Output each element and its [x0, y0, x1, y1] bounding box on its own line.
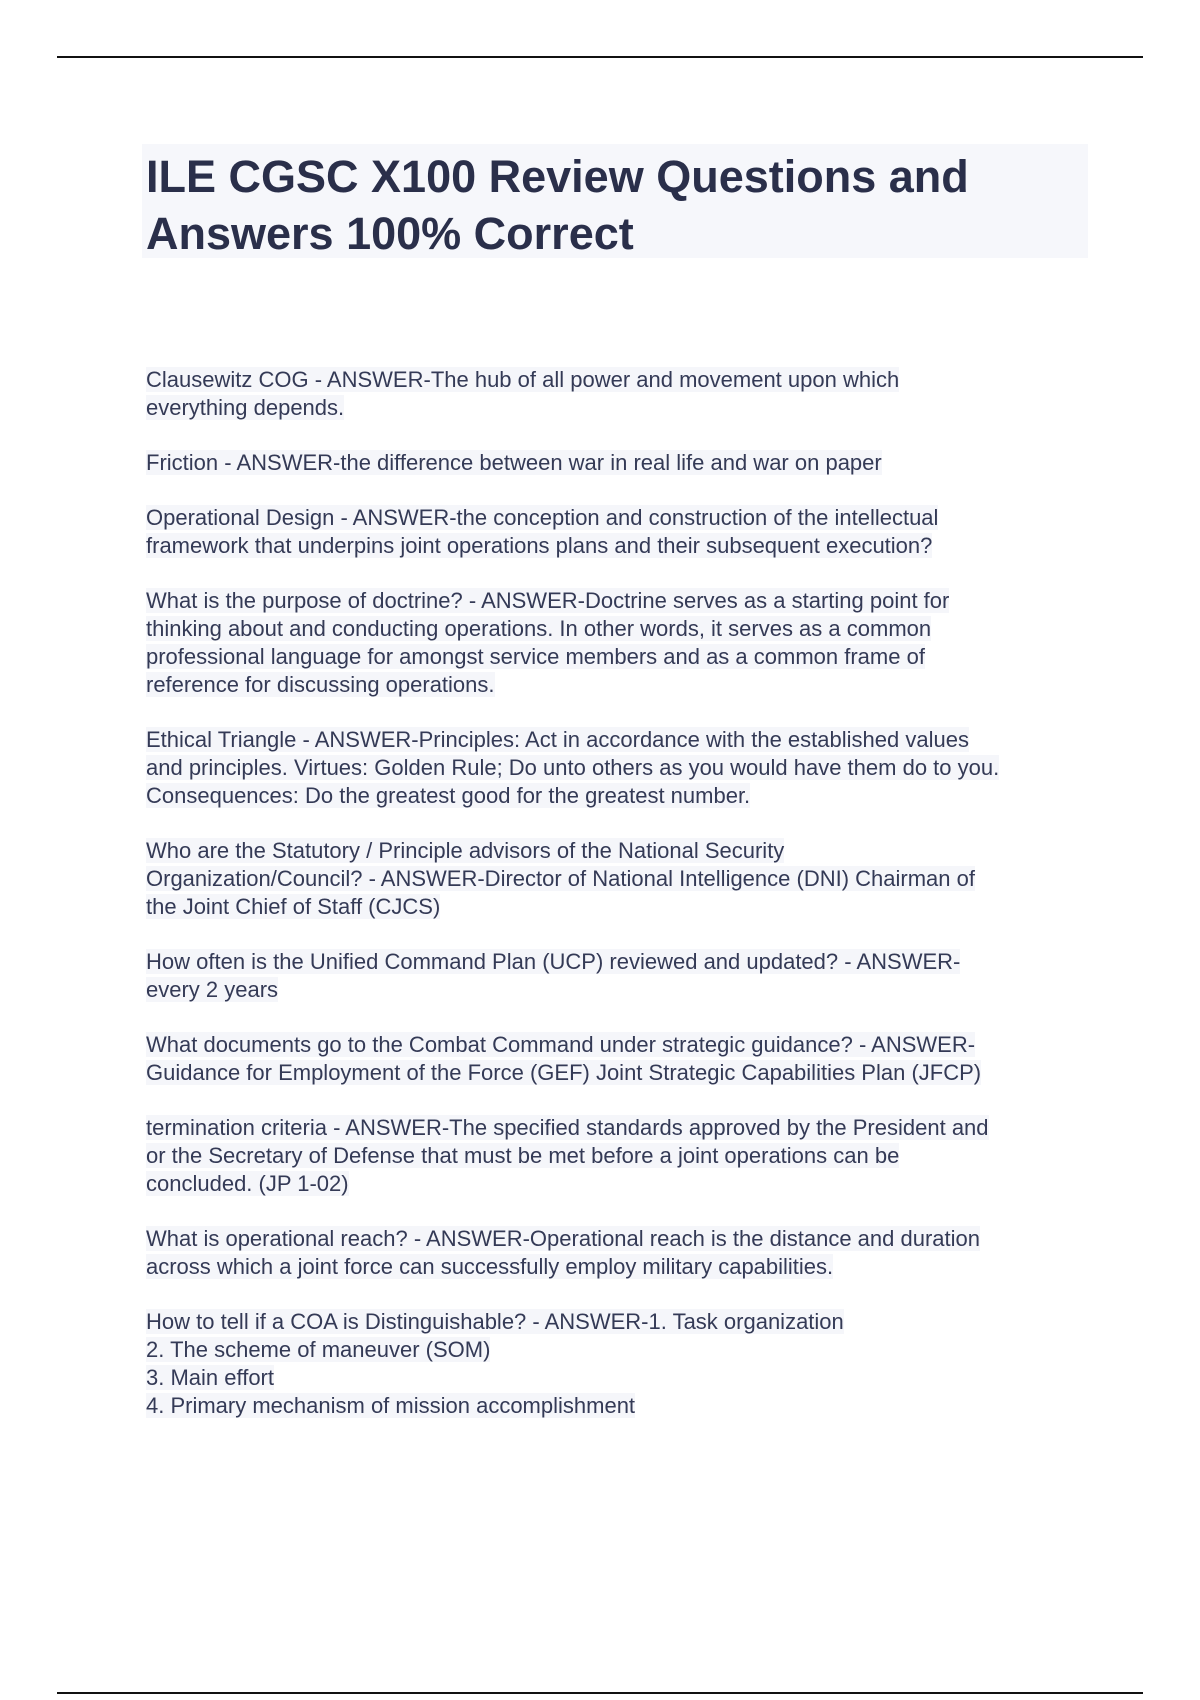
- qa-item-text: Ethical Triangle - ANSWER-Principles: Act in accordance with the established values and principles. Virtues: Golden Rule; Do unto others as you would have them do to you. Consequences: Do the greatest good for the greatest number.: [146, 727, 1000, 808]
- qa-item-purpose-of-doctrine: [146, 587, 1096, 699]
- qa-list: [146, 366, 1096, 1447]
- qa-item-text: Friction - ANSWER-the difference between war in real life and war on paper: [146, 450, 882, 475]
- qa-item-text: termination criteria - ANSWER-The specified standards approved by the President and or the Secretary of Defense that must be met before a joint operations can be concluded. (JP 1-02): [146, 1115, 989, 1196]
- page-title: ILE CGSC X100 Review Questions and Answers 100% Correct: [146, 151, 969, 259]
- qa-item-text: How to tell if a COA is Distinguishable? - ANSWER-1. Task organization 2. The scheme of maneuver (SOM) 3. Main effort 4. Primary mechanism of mission accomplishment: [146, 1309, 844, 1418]
- qa-item-text: Who are the Statutory / Principle advisors of the National Security Organization/Council? - ANSWER-Director of National Intelligence (DNI) Chairman of the Joint Chief of Staff (CJCS): [146, 838, 975, 919]
- qa-item-text: Operational Design - ANSWER-the conception and construction of the intellectual framework that underpins joint operations plans and their subsequent execution?: [146, 505, 939, 558]
- qa-item-text: What is the purpose of doctrine? - ANSWER-Doctrine serves as a starting point for thinking about and conducting operations. In other words, it serves as a common professional language for amongst service members and as a common frame of reference for discussing operations.: [146, 588, 950, 697]
- qa-item-ethical-triangle: [146, 726, 1096, 810]
- qa-item-operational-reach: [146, 1225, 1096, 1281]
- bottom-divider: [57, 1692, 1143, 1694]
- qa-item-text: What documents go to the Combat Command under strategic guidance? - ANSWER- Guidance for Employment of the Force (GEF) Joint Strategic Capabilities Plan (JFCP): [146, 1032, 982, 1085]
- qa-item-strategic-guidance: [146, 1031, 1096, 1087]
- qa-item-friction: [146, 449, 1096, 477]
- qa-item-ucp-review: [146, 948, 1096, 1004]
- top-divider: [57, 56, 1143, 58]
- qa-item-clausewitz-cog: [146, 366, 1096, 422]
- qa-item-statutory-advisors: [146, 837, 1096, 921]
- qa-item-text: What is operational reach? - ANSWER-Operational reach is the distance and duration across which a joint force can successfully employ military capabilities.: [146, 1226, 980, 1279]
- qa-item-termination-criteria: [146, 1114, 1096, 1198]
- qa-item-text: Clausewitz COG - ANSWER-The hub of all power and movement upon which everything depends.: [146, 367, 900, 420]
- qa-item-text: How often is the Unified Command Plan (UCP) reviewed and updated? - ANSWER- every 2 years: [146, 949, 961, 1002]
- qa-item-coa-distinguishable: [146, 1308, 1096, 1420]
- qa-item-operational-design: [146, 504, 1096, 560]
- title-block: [142, 144, 1088, 258]
